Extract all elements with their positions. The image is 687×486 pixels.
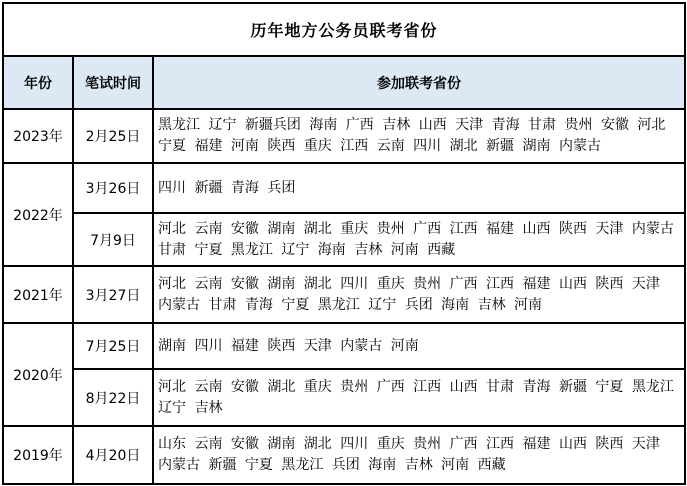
exam-date-cell: 2月25日 [73,109,153,163]
year-cell: 2022年 [3,163,73,266]
col-header-year: 年份 [3,56,73,109]
table-row-2022-session1 [3,163,685,213]
year-cell: 2021年 [3,266,73,323]
col-header-exam-date: 笔试时间 [73,56,153,109]
exam-date-cell: 3月26日 [73,163,153,213]
provinces-cell: 黑龙江 辽宁 新疆兵团 海南 广西 吉林 山西 天津 青海 甘肃 贵州 安徽 河北 宁夏 福建 河南 陕西 重庆 江西 云南 四川 湖北 新疆 湖南 内蒙古 [153,109,685,163]
exam-date-cell: 8月22日 [73,369,153,426]
exam-date-cell: 7月9日 [73,213,153,266]
exam-date-cell: 7月25日 [73,323,153,369]
exam-provinces-table-wrap [2,2,686,485]
exam-provinces-table [2,2,686,485]
exam-date-cell: 3月27日 [73,266,153,323]
provinces-cell: 河北 云南 安徽 湖南 湖北 重庆 贵州 广西 江西 福建 山西 陕西 天津 内蒙古 甘肃 宁夏 黑龙江 辽宁 海南 吉林 河南 西藏 [153,213,685,266]
col-header-provinces: 参加联考省份 [153,56,685,109]
year-cell: 2019年 [3,426,73,484]
table-row-2022-session2 [3,213,685,266]
year-cell: 2020年 [3,323,73,426]
table-row-2020-session1 [3,323,685,369]
table-row-2023 [3,109,685,163]
provinces-cell: 山东 云南 安徽 湖南 湖北 四川 重庆 贵州 广西 江西 福建 山西 陕西 天津 内蒙古 新疆 宁夏 黑龙江 兵团 海南 吉林 河南 西藏 [153,426,685,484]
year-cell: 2023年 [3,109,73,163]
exam-date-cell: 4月20日 [73,426,153,484]
table-row-2019 [3,426,685,484]
provinces-cell: 湖南 四川 福建 陕西 天津 内蒙古 河南 [153,323,685,369]
table-row-2021 [3,266,685,323]
title-row [3,3,685,56]
provinces-cell: 四川 新疆 青海 兵团 [153,163,685,213]
provinces-cell: 河北 云南 安徽 湖南 湖北 四川 重庆 贵州 广西 江西 福建 山西 陕西 天津 内蒙古 甘肃 青海 宁夏 黑龙江 辽宁 兵团 海南 吉林 河南 [153,266,685,323]
provinces-cell: 河北 云南 安徽 湖北 重庆 贵州 广西 江西 山西 甘肃 青海 新疆 宁夏 黑龙江 辽宁 吉林 [153,369,685,426]
header-row [3,56,685,109]
table-row-2020-session2 [3,369,685,426]
page-title: 历年地方公务员联考省份 [3,3,685,56]
